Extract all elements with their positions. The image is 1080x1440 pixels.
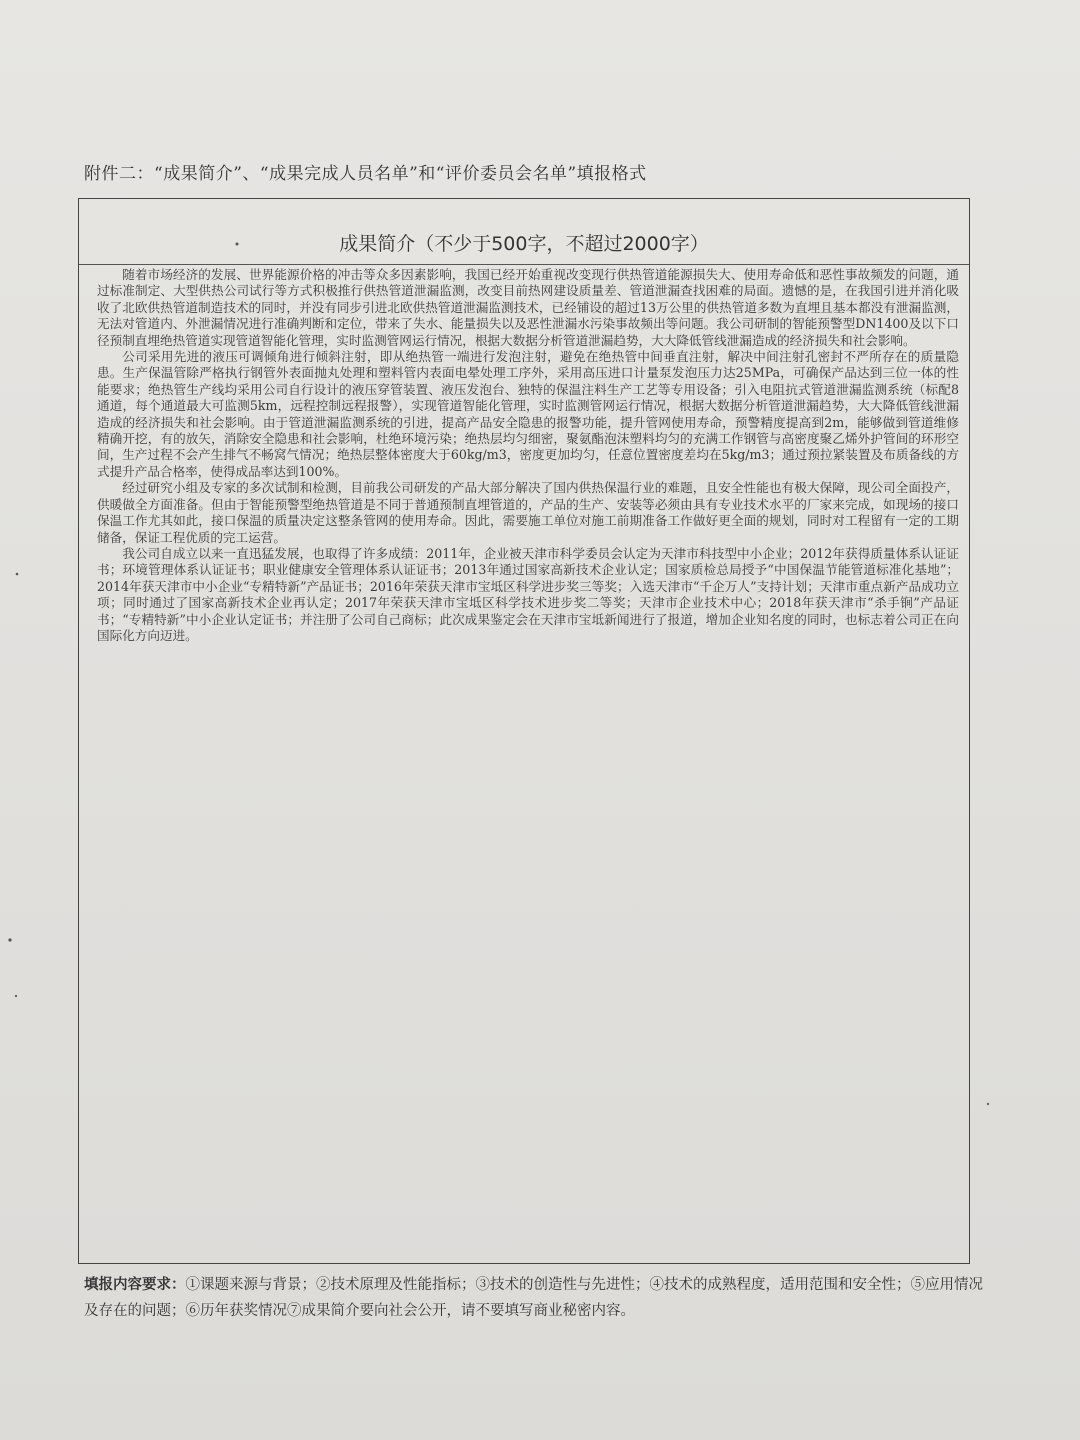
achievement-summary-form xyxy=(78,198,970,1264)
summary-paragraph: 随着市场经济的发展、世界能源价格的冲击等众多因素影响，我国已经开始重视改变现行供热管道能源损失大、使用寿命低和恶性事故频发的问题，通过标准制定、大型供热公司试行等方式积极推行供热管道泄漏监测，改变目前热网建设质量差、管道泄漏查找困难的局面。遗憾的是，在我国引进并消化吸收了北欧供热管道制造技术的同时，并没有同步引进北欧供热管道泄漏监测技术，已经铺设的超过13万公里的供热管道多数为直埋且基本都没有泄漏监测，无法对管道内、外泄漏情况进行准确判断和定位，带来了失水、能量损失以及恶性泄漏水污染事故频出等问题。我公司研制的智能预警型DN1400及以下口径预制直埋绝热管道实现管道智能化管理，实时监测管网运行情况，根据大数据分析管道泄漏趋势，大大降低管线泄漏造成的经济损失和社会影响。 xyxy=(97,267,959,348)
filling-requirements xyxy=(84,1272,994,1324)
summary-paragraph: 我公司自成立以来一直迅猛发展，也取得了许多成绩：2011年，企业被天津市科学委员会认定为天津市科技型中小企业；2012年获得质量体系认证证书；环境管理体系认证证书；职业健康安全管理体系认证证书；2013年通过国家高新技术企业认定；国家质检总局授予“中国保温节能管道标准化基地”；2014年获天津市中小企业“专精特新”产品证书；2016年荣获天津市宝坻区科学进步奖三等奖；入选天津市“千企万人”支持计划；天津市重点新产品成功立项；同时通过了国家高新技术企业再认定；2017年荣获天津市宝坻区科学技术进步奖二等奖；天津市企业技术中心；2018年获天津市“杀手锏”产品证书；“专精特新”中小企业认定证书；并注册了公司自己商标；此次成果鉴定会在天津市宝坻新闻进行了报道，增加企业知名度的同时，也标志着公司正在向国际化方向迈进。 xyxy=(97,545,959,643)
speck xyxy=(8,938,11,941)
form-title-row xyxy=(79,199,969,265)
requirements-label: 填报内容要求： xyxy=(84,1276,186,1293)
summary-paragraph: 公司采用先进的液压可调倾角进行倾斜注射，即从绝热管一端进行发泡注射，避免在绝热管中间垂直注射，解决中间注射孔密封不严所存在的质量隐患。生产保温管除严格执行钢管外表面抛丸处理和塑料管内表面电晕处理工序外，采用高压进口计量泵发泡压力达25MPa，可确保产品达到三位一体的性能要求；绝热管生产线均采用公司自行设计的液压穿管装置、液压发泡台、独特的保温注料生产工艺等专用设备；引入电阻抗式管道泄漏监测系统（标配8通道，每个通道最大可监测5km，远程控制远程报警），实现管道智能化管理，实时监测管网运行情况，根据大数据分析管道泄漏趋势，大大降低管线泄漏造成的经济损失和社会影响。由于管道泄漏监测系统的引进，提高产品安全隐患的报警功能，提升管网使用寿命，预警精度提高到2m，能够做到管道维修精确开挖，有的放矢，消除安全隐患和社会影响，杜绝环境污染；绝热层均匀细密，聚氨酯泡沫塑料均匀的充满工作钢管与高密度聚乙烯外护管间的环形空间，生产过程不会产生排气不畅窝气情况；绝热层整体密度大于60kg/m3，密度更加均匀，任意位置密度差均在5kg/m3；通过预拉紧装置及布质备线的方式提升产品合格率，使得成品率达到100%。 xyxy=(97,349,959,479)
form-title: 成果简介（不少于500字，不超过2000字） xyxy=(339,233,709,255)
summary-paragraph: 经过研究小组及专家的多次试制和检测，目前我公司研发的产品大部分解决了国内供热保温行业的难题，且安全性能也有极大保障，现公司全面投产，供暖做全方面准备。但由于智能预警型绝热管道是不同于普通预制直埋管道的，产品的生产、安装等必须由具有专业技术水平的厂家来完成，如现场的接口保温工作尤其如此，接口保温的质量决定这整条管网的使用寿命。因此，需要施工单位对施工前期准备工作做好更全面的规划，同时对工程留有一定的工期储备，保证工程优质的完工运营。 xyxy=(97,480,959,545)
speck xyxy=(15,995,17,997)
attachment-header: 附件二：“成果简介”、“成果完成人员名单”和“评价委员会名单”填报格式 xyxy=(84,164,647,184)
speck xyxy=(16,573,19,576)
requirements-text: ①课题来源与背景；②技术原理及性能指标；③技术的创造性与先进性；④技术的成熟程度，适用范围和安全性；⑤应用情况及存在的问题；⑥历年获奖情况⑦成果简介要向社会公开，请不要填写商业秘密内容。 xyxy=(84,1277,983,1319)
summary-body xyxy=(97,267,959,644)
speck xyxy=(987,1103,989,1105)
